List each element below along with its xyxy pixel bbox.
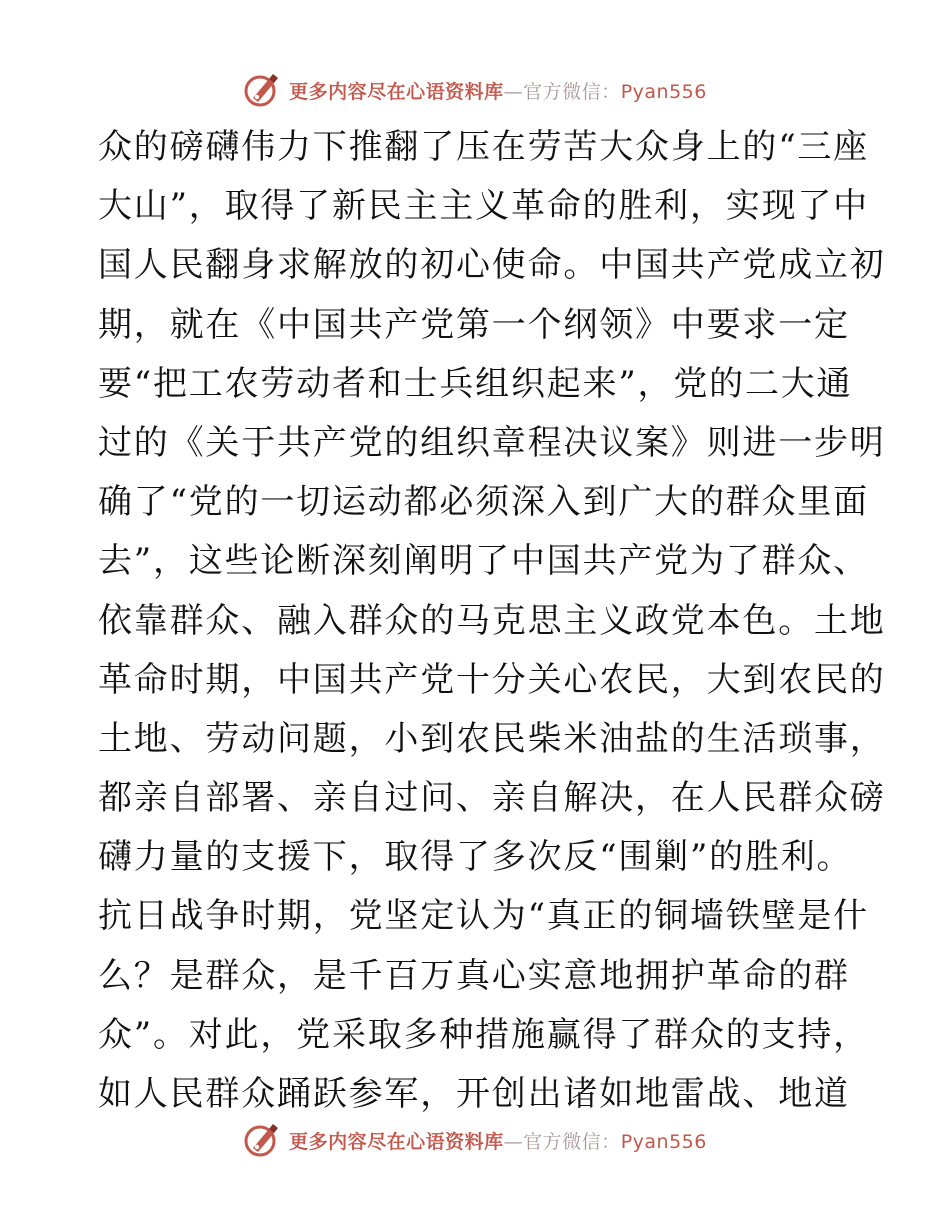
text-line: 去”，这些论断深刻阐明了中国共产党为了群众、 bbox=[98, 541, 869, 582]
watermark-text bbox=[289, 77, 707, 104]
text-line: 众”。对此，党采取多种措施赢得了群众的支持， bbox=[98, 1014, 869, 1055]
text-line: 抗日战争时期，党坚定认为“真正的铜墙铁壁是什 bbox=[98, 896, 869, 937]
pen-logo-icon bbox=[243, 1121, 281, 1159]
document-body bbox=[98, 118, 886, 1124]
watermark-brand: 更多内容尽在心语资料库 bbox=[289, 1130, 504, 1153]
text-line: 革命时期，中国共产党十分关心农民，大到农民的 bbox=[98, 659, 886, 700]
text-line: 国人民翻身求解放的初心使命。中国共产党成立初 bbox=[98, 245, 886, 286]
watermark-wechat-id: Pyan556 bbox=[620, 1130, 707, 1153]
watermark-wechat-id: Pyan556 bbox=[620, 80, 707, 103]
text-line: 确了“党的一切运动都必须深入到广大的群众里面 bbox=[98, 482, 869, 523]
watermark-separator: — bbox=[503, 80, 524, 103]
text-line: 土地、劳动问题，小到农民柴米油盐的生活琐事， bbox=[98, 718, 886, 759]
pen-logo-icon bbox=[243, 71, 281, 109]
text-line: 礴力量的支援下，取得了多次反“围剿”的胜利。 bbox=[98, 837, 853, 878]
text-line: 么？是群众，是千百万真心实意地拥护革命的群 bbox=[98, 955, 850, 996]
text-line: 都亲自部署、亲自过问、亲自解决，在人民群众磅 bbox=[98, 778, 886, 819]
text-line: 如人民群众踊跃参军，开创出诸如地雷战、地道 bbox=[98, 1074, 850, 1114]
watermark-separator: — bbox=[503, 1130, 524, 1153]
watermark-wechat-label: 官方微信： bbox=[523, 80, 621, 103]
header-watermark bbox=[0, 68, 950, 112]
text-line: 众的磅礴伟力下推翻了压在劳苦大众身上的“三座 bbox=[98, 127, 869, 167]
watermark-wechat-label: 官方微信： bbox=[523, 1130, 621, 1153]
text-line: 大山”，取得了新民主主义革命的胜利，实现了中 bbox=[98, 186, 869, 227]
footer-watermark bbox=[0, 1118, 950, 1162]
text-line: 要“把工农劳动者和士兵组织起来”，党的二大通 bbox=[98, 363, 853, 404]
text-line: 过的《关于共产党的组织章程决议案》则进一步明 bbox=[98, 422, 886, 463]
watermark-brand: 更多内容尽在心语资料库 bbox=[289, 80, 504, 103]
watermark-text bbox=[289, 1127, 707, 1154]
text-line: 期，就在《中国共产党第一个纲领》中要求一定 bbox=[98, 304, 850, 345]
text-line: 依靠群众、融入群众的马克思主义政党本色。土地 bbox=[98, 600, 886, 641]
